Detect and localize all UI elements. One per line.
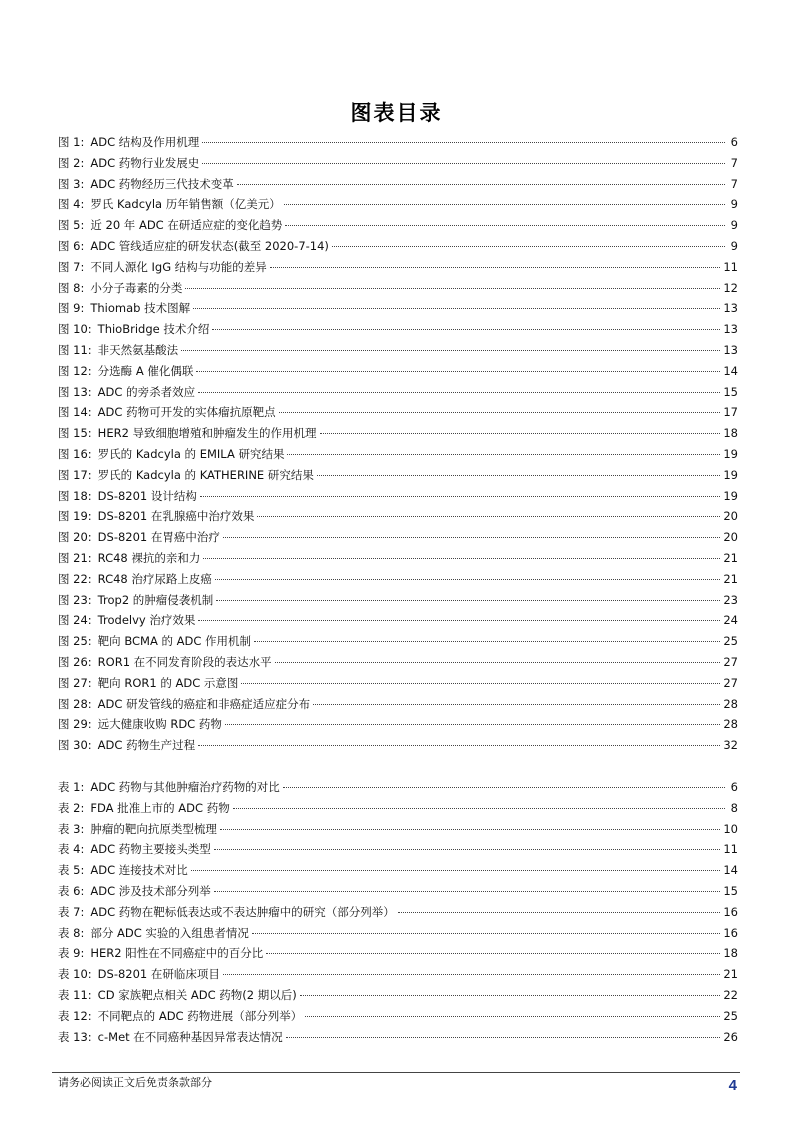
figure-entry[interactable] [58,132,738,153]
entry-title: 远大健康收购 RDC 药物 [97,717,222,732]
entry-title: ADC 连接技术对比 [90,863,188,878]
table-entry[interactable] [58,798,738,819]
entry-page-number: 23 [723,592,738,607]
entry-title: Trodelvy 治疗效果 [97,613,196,628]
figure-entry[interactable] [58,194,738,215]
entry-title: 罗氏的 Kadcyla 的 EMILA 研究结果 [97,446,285,461]
entry-number: 图 14: [58,405,92,420]
dot-leader [286,1037,721,1038]
entry-number: 表 3: [58,821,85,836]
entry-number: 图 11: [58,342,92,357]
entry-page-number: 21 [723,571,738,586]
entry-title: 分选酶 A 催化偶联 [97,363,194,378]
figure-entry[interactable] [58,548,738,569]
figure-entry[interactable] [58,319,738,340]
entry-number: 图 27: [58,675,92,690]
dot-leader [214,849,721,850]
entry-page-number: 9 [730,238,738,253]
entry-title: FDA 批准上市的 ADC 药物 [90,800,230,815]
entry-title: 肿瘤的靶向抗原类型梳理 [90,821,217,836]
entry-page-number: 16 [723,925,738,940]
figure-entry[interactable] [58,631,738,652]
dot-leader [200,496,720,497]
dot-leader [193,308,720,309]
figure-entry[interactable] [58,486,738,507]
entry-number: 图 10: [58,322,92,337]
entry-title: CD 家族靶点相关 ADC 药物(2 期以后) [97,987,297,1002]
entry-page-number: 19 [723,467,738,482]
entry-page-number: 15 [723,384,738,399]
entry-page-number: 25 [723,634,738,649]
entry-page-number: 16 [723,904,738,919]
entry-title: ADC 的旁杀者效应 [97,384,196,399]
entry-number: 图 2: [58,155,85,170]
entry-page-number: 22 [723,987,738,1002]
entry-title: 不同人源化 IgG 结构与功能的差异 [90,259,267,274]
entry-title: ADC 药物行业发展史 [90,155,200,170]
dot-leader [332,246,725,247]
dot-leader [198,392,720,393]
dot-leader [198,745,720,746]
entry-page-number: 26 [723,1029,738,1044]
dot-leader [198,620,720,621]
entry-number: 图 21: [58,550,92,565]
entry-number: 表 12: [58,1008,92,1023]
dot-leader [185,288,720,289]
entry-title: ADC 研发管线的癌症和非癌症适应症分布 [97,696,311,711]
entry-page-number: 13 [723,322,738,337]
entry-title: 近 20 年 ADC 在研适应症的变化趋势 [90,218,283,233]
figure-entry[interactable] [58,298,738,319]
entry-title: Thiomab 技术图解 [90,301,191,316]
table-list [58,777,738,1047]
dot-leader [212,329,720,330]
entry-page-number: 19 [723,446,738,461]
entry-title: HER2 阳性在不同癌症中的百分比 [90,946,264,961]
entry-page-number: 11 [723,842,738,857]
entry-number: 表 7: [58,904,85,919]
figure-entry[interactable] [58,278,738,299]
entry-title: RC48 裸抗的亲和力 [97,550,201,565]
figure-entry[interactable] [58,236,738,257]
entry-number: 表 1: [58,780,85,794]
dot-leader [254,641,720,642]
entry-title: 罗氏的 Kadcyla 的 KATHERINE 研究结果 [97,467,314,482]
entry-number: 图 7: [58,259,85,274]
entry-number: 图 19: [58,509,92,524]
figure-entry[interactable] [58,153,738,174]
entry-page-number: 24 [723,613,738,628]
entry-title: RC48 治疗尿路上皮癌 [97,571,212,586]
dot-leader [257,516,720,517]
figure-entry[interactable] [58,610,738,631]
entry-title: 部分 ADC 实验的入组患者情况 [90,925,249,940]
dot-leader [233,808,725,809]
table-entry[interactable] [58,923,738,944]
entry-number: 图 23: [58,592,92,607]
page-title: 图表目录 [350,100,443,125]
table-entry[interactable] [58,777,738,798]
entry-page-number: 13 [723,301,738,316]
entry-title: ADC 结构及作用机理 [90,135,200,149]
page-number: 4 [728,1077,737,1094]
dot-leader [275,662,721,663]
entry-page-number: 7 [730,155,738,170]
figure-entry[interactable] [58,423,738,444]
dot-leader [266,953,720,954]
entry-number: 图 29: [58,717,92,732]
entry-page-number: 25 [723,1008,738,1023]
entry-title: ADC 药物可开发的实体瘤抗原靶点 [97,405,276,420]
dot-leader [270,267,721,268]
entry-title: DS-8201 设计结构 [97,488,197,503]
figure-entry[interactable] [58,506,738,527]
dot-leader [214,891,721,892]
table-entry[interactable] [58,902,738,923]
entry-page-number: 15 [723,883,738,898]
entry-title: 罗氏 Kadcyla 历年销售额（亿美元） [90,197,281,212]
entry-number: 图 15: [58,426,92,441]
entry-title: HER2 导致细胞增殖和肿瘤发生的作用机理 [97,426,317,441]
figure-list [58,132,738,756]
entry-number: 图 30: [58,738,92,753]
figure-entry[interactable] [58,174,738,195]
table-entry[interactable] [58,1027,738,1048]
entry-page-number: 18 [723,946,738,961]
entry-number: 图 20: [58,530,92,545]
dot-leader [181,350,720,351]
figure-entry[interactable] [58,652,738,673]
dot-leader [279,412,721,413]
entry-page-number: 18 [723,426,738,441]
entry-number: 表 8: [58,925,85,940]
entry-number: 表 10: [58,967,92,982]
entry-title: 不同靶点的 ADC 药物进展（部分列举） [97,1008,303,1023]
entry-title: 靶向 ROR1 的 ADC 示意图 [97,675,239,690]
dot-leader [252,933,720,934]
dot-leader [202,163,725,164]
entry-page-number: 20 [723,509,738,524]
entry-number: 表 2: [58,800,85,815]
entry-number: 图 25: [58,634,92,649]
entry-number: 表 4: [58,842,85,857]
entry-number: 表 5: [58,863,85,878]
entry-title: ADC 药物主要接头类型 [90,842,211,857]
entry-title: DS-8201 在胃癌中治疗 [97,530,220,545]
entry-page-number: 9 [730,218,738,233]
entry-number: 表 6: [58,883,85,898]
table-entry[interactable] [58,860,738,881]
entry-page-number: 21 [723,550,738,565]
figure-entry[interactable] [58,735,738,756]
entry-page-number: 21 [723,967,738,982]
entry-page-number: 12 [723,280,738,295]
entry-title: ROR1 在不同发育阶段的表达水平 [97,654,272,669]
entry-page-number: 9 [730,197,738,212]
entry-page-number: 28 [723,696,738,711]
dot-leader [191,870,721,871]
entry-page-number: 8 [730,800,738,815]
entry-number: 图 3: [58,176,85,191]
dot-leader [285,225,725,226]
dot-leader [317,475,721,476]
entry-title: 非天然氨基酸法 [97,342,179,357]
entry-title: ADC 管线适应症的研发状态(截至 2020-7-14) [90,238,329,253]
entry-page-number: 11 [723,259,738,274]
dot-leader [305,1016,720,1017]
dot-leader [237,184,725,185]
figure-entry[interactable] [58,402,738,423]
table-entry[interactable] [58,964,738,985]
dot-leader [241,683,720,684]
entry-page-number: 19 [723,488,738,503]
entry-number: 图 24: [58,613,92,628]
entry-number: 图 8: [58,280,85,295]
figure-entry[interactable] [58,257,738,278]
dot-leader [215,579,720,580]
dot-leader [320,433,721,434]
figure-entry[interactable] [58,694,738,715]
entry-number: 图 16: [58,446,92,461]
entry-number: 图 22: [58,571,92,586]
dot-leader [225,724,721,725]
footer-disclaimer: 请务必阅读正文后免责条款部分 [58,1076,212,1089]
dot-leader [284,204,725,205]
entry-number: 图 12: [58,363,92,378]
table-entry[interactable] [58,819,738,840]
entry-title: Trop2 的肿瘤侵袭机制 [97,592,214,607]
entry-title: ADC 药物与其他肿瘤治疗药物的对比 [90,780,280,794]
entry-number: 图 6: [58,238,85,253]
dot-leader [196,371,720,372]
entry-title: DS-8201 在研临床项目 [97,967,220,982]
entry-number: 图 4: [58,197,85,212]
entry-page-number: 14 [723,863,738,878]
entry-title: 小分子毒素的分类 [90,280,183,295]
entry-page-number: 7 [730,176,738,191]
figure-entry[interactable] [58,673,738,694]
entry-page-number: 6 [730,780,738,794]
entry-page-number: 13 [723,342,738,357]
dot-leader [313,704,720,705]
entry-number: 表 13: [58,1029,92,1044]
entry-number: 表 11: [58,987,92,1002]
figure-entry[interactable] [58,215,738,236]
table-entry[interactable] [58,1006,738,1027]
entry-number: 图 1: [58,135,85,149]
entry-title: ThioBridge 技术介绍 [97,322,210,337]
figure-entry[interactable] [58,465,738,486]
dot-leader [203,558,720,559]
entry-page-number: 6 [730,135,738,149]
figure-entry[interactable] [58,444,738,465]
table-entry[interactable] [58,985,738,1006]
entry-page-number: 14 [723,363,738,378]
dot-leader [300,995,721,996]
figure-entry[interactable] [58,569,738,590]
footer-divider [52,1072,740,1073]
figure-entry[interactable] [58,590,738,611]
table-entry[interactable] [58,839,738,860]
entry-title: ADC 涉及技术部分列举 [90,883,211,898]
entry-number: 图 5: [58,218,85,233]
entry-number: 表 9: [58,946,85,961]
entry-page-number: 27 [723,675,738,690]
entry-title: ADC 药物在靶标低表达或不表达肿瘤中的研究（部分列举） [90,904,395,919]
entry-page-number: 32 [723,738,738,753]
entry-page-number: 20 [723,530,738,545]
dot-leader [220,829,721,830]
dot-leader [398,912,721,913]
entry-number: 图 17: [58,467,92,482]
table-entry[interactable] [58,943,738,964]
dot-leader [223,974,720,975]
dot-leader [283,787,725,788]
entry-page-number: 10 [723,821,738,836]
entry-title: 靶向 BCMA 的 ADC 作用机制 [97,634,252,649]
entry-page-number: 17 [723,405,738,420]
entry-title: ADC 药物生产过程 [97,738,196,753]
entry-title: DS-8201 在乳腺癌中治疗效果 [97,509,255,524]
entry-number: 图 28: [58,696,92,711]
entry-title: c-Met 在不同癌种基因异常表达情况 [97,1029,283,1044]
entry-number: 图 9: [58,301,85,316]
figure-entry[interactable] [58,361,738,382]
entry-page-number: 28 [723,717,738,732]
dot-leader [216,600,720,601]
figure-entry[interactable] [58,382,738,403]
figure-entry[interactable] [58,340,738,361]
entry-number: 图 26: [58,654,92,669]
dot-leader [202,142,725,143]
entry-page-number: 27 [723,654,738,669]
dot-leader [223,537,720,538]
entry-number: 图 13: [58,384,92,399]
figure-entry[interactable] [58,714,738,735]
table-entry[interactable] [58,881,738,902]
dot-leader [287,454,720,455]
entry-number: 图 18: [58,488,92,503]
figure-entry[interactable] [58,527,738,548]
entry-title: ADC 药物经历三代技术变革 [90,176,234,191]
